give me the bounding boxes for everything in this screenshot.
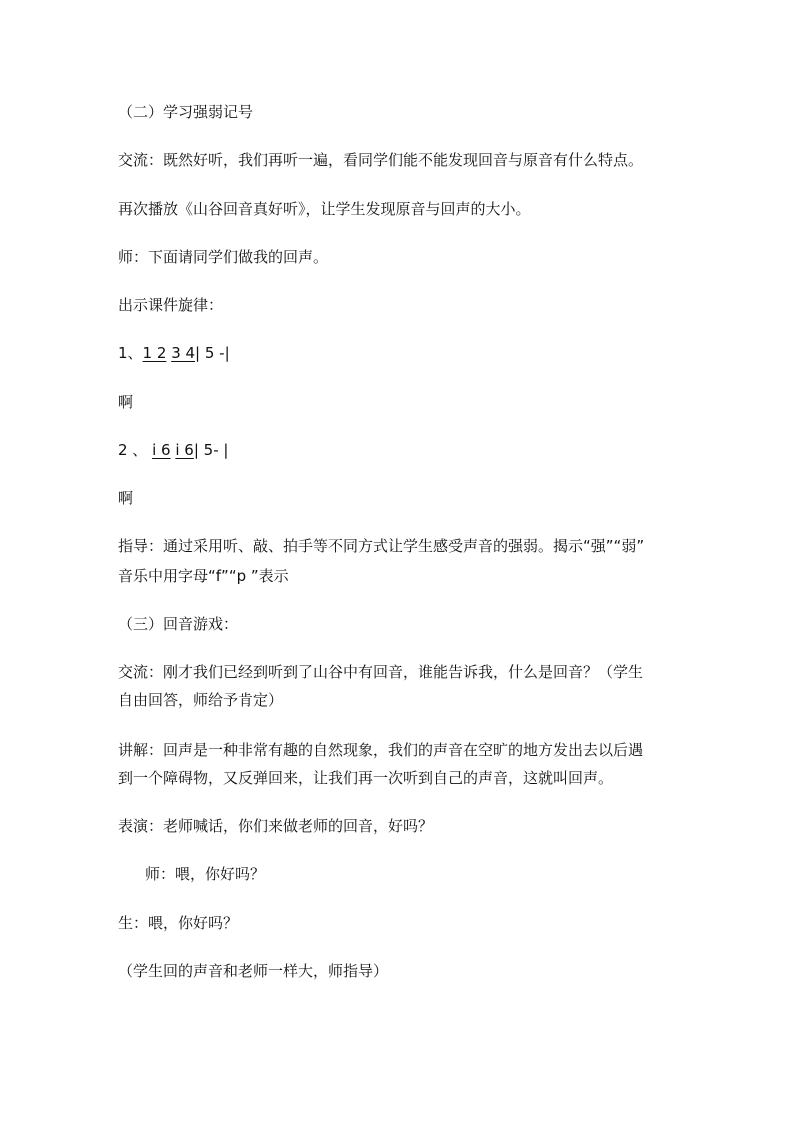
- teacher-echo-paragraph: 师：下面请同学们做我的回声。: [118, 248, 329, 266]
- melody-2-notes-b: i 6: [175, 441, 194, 459]
- melody-2-rest: | 5- |: [193, 441, 229, 459]
- show-melody-paragraph: 出示课件旋律：: [118, 296, 224, 314]
- note-paragraph: （学生回的声音和老师一样大，师指导）: [118, 962, 389, 980]
- explain-paragraph-line-2: 到一个障碍物，又反弹回来，让我们再一次听到自己的声音，这就叫回声。: [118, 769, 614, 787]
- exchange2-paragraph-line-1: 交流：刚才我们已经到听到了山谷中有回音，谁能告诉我，什么是回音？（学生: [118, 663, 644, 681]
- replay-paragraph: 再次播放《山谷回音真好听》，让学生发现原音与回声的大小。: [118, 200, 531, 218]
- exchange-paragraph: 交流：既然好听，我们再听一遍，看同学们能不能发现回音与原音有什么特点。: [118, 151, 644, 169]
- exchange2-paragraph-line-2: 自由回答，师给予肯定）: [118, 691, 284, 709]
- teacher-dialogue: 师：喂，你好吗？: [145, 865, 266, 883]
- perform-paragraph: 表演：老师喊话，你们来做老师的回音，好吗？: [118, 817, 434, 835]
- melody-2-notes-a: i 6: [152, 441, 171, 459]
- melody-1-notes-b: 3 4: [171, 344, 196, 362]
- lyric-ah-1: 啊: [118, 393, 134, 411]
- melody-line-2: [118, 440, 228, 460]
- guide-paragraph-line-1: 指导：通过采用听、敲、拍手等不同方式让学生感受声音的强弱。揭示“强”“弱”: [118, 537, 645, 555]
- guide-paragraph-line-2: 音乐中用字母“f”“p ”表示: [118, 567, 289, 585]
- melody-1-rest: | 5 -|: [195, 344, 230, 362]
- melody-1-number: 1、: [118, 344, 143, 362]
- melody-line-1: [118, 343, 230, 363]
- melody-1-notes-a: 1 2: [142, 344, 167, 362]
- section2-heading: （二）学习强弱记号: [118, 103, 254, 121]
- student-dialogue: 生：喂，你好吗？: [118, 914, 239, 932]
- melody-2-number: 2 、: [118, 441, 148, 459]
- lyric-ah-2: 啊: [118, 489, 134, 507]
- section3-heading: （三）回音游戏：: [118, 615, 239, 633]
- explain-paragraph-line-1: 讲解：回声是一种非常有趣的自然现象，我们的声音在空旷的地方发出去以后遇: [118, 741, 644, 759]
